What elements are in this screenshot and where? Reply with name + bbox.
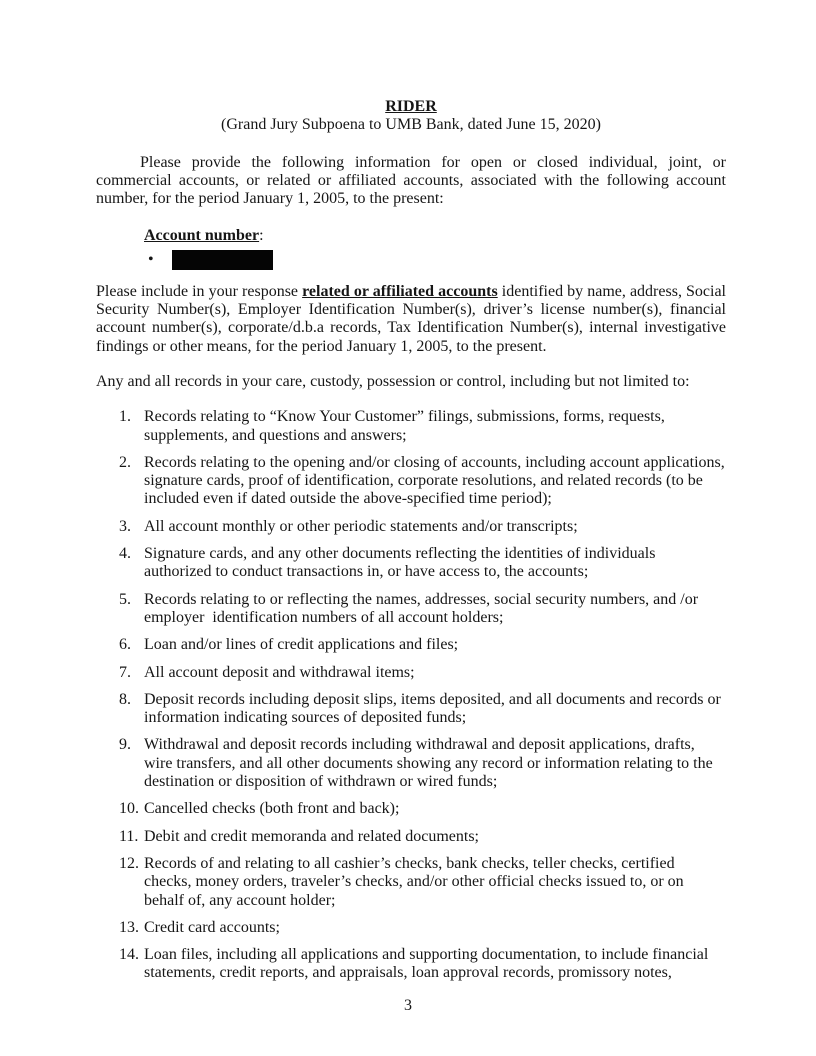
list-item-number: 6. <box>119 636 131 654</box>
list-item-number: 14. <box>119 946 139 964</box>
list-item <box>96 800 726 818</box>
list-item-text: All account monthly or other periodic statements and/or transcripts; <box>144 517 578 535</box>
account-number-label <box>144 227 726 245</box>
list-item-text: Credit card accounts; <box>144 918 280 936</box>
related-accounts-emphasis: related or affiliated accounts <box>302 282 498 300</box>
list-item-number: 5. <box>119 590 131 608</box>
list-item-text: Loan files, including all applications and supporting documentation, to include financial statements, credit reports, and appraisals, loan approval records, promissory notes, <box>144 946 713 982</box>
list-item <box>96 545 726 582</box>
list-item-text: Deposit records including deposit slips, items deposited, and all documents and records or information indicating sources of deposited funds; <box>144 690 725 727</box>
document-title-text: RIDER <box>385 98 437 115</box>
list-item-number: 7. <box>119 663 131 681</box>
list-item-text: Cancelled checks (both front and back); <box>144 800 400 818</box>
list-item-number: 12. <box>119 854 139 872</box>
list-item-number: 8. <box>119 690 131 708</box>
list-item-number: 4. <box>119 545 131 563</box>
intro-paragraph: Please provide the following information for open or closed individual, joint, or commercial accounts, or related or affiliated accounts, associated with the following account number, for the period January 1, 2005, to the present: <box>96 153 726 208</box>
list-item <box>96 518 726 536</box>
account-number-item <box>148 250 726 270</box>
list-item-text: Signature cards, and any other documents reflecting the identities of individuals authorized to conduct transactions in, or have access to, the accounts; <box>144 545 660 581</box>
related-accounts-text-post: identified by name, address, Social Security Number(s), Employer Identification Number(s), driver’s license number(s), financial account number(s), corporate/d.b.a records, Tax Identification Number(s), internal investigative findings or other means, for the period January 1, 2005, to the present. <box>96 282 727 355</box>
list-item-text: Debit and credit memoranda and related documents; <box>144 827 479 845</box>
document-title <box>96 98 726 116</box>
list-item-number: 2. <box>119 453 131 471</box>
list-item-text: Records of and relating to all cashier’s checks, bank checks, teller checks, certified checks, money orders, traveler’s checks, and/or other official checks issued to, or on behalf of, any account holder; <box>144 854 688 909</box>
list-item-number: 10. <box>119 800 139 818</box>
page-number: 3 <box>404 997 412 1014</box>
list-item <box>96 919 726 937</box>
related-accounts-paragraph <box>96 283 726 356</box>
list-item <box>96 636 726 654</box>
list-item <box>96 664 726 682</box>
list-item <box>96 946 726 983</box>
list-item-text: Records relating to “Know Your Customer” filings, submissions, forms, requests, supplements, and questions and answers; <box>144 408 669 444</box>
related-accounts-text-pre: Please include in your response <box>96 282 303 300</box>
list-item-text: Records relating to or reflecting the names, addresses, social security numbers, and /or employer identification numbers of all account holders; <box>144 590 703 626</box>
list-item <box>96 828 726 846</box>
list-item <box>96 591 726 628</box>
list-item-number: 11. <box>119 827 139 845</box>
list-item-text: Loan and/or lines of credit applications and files; <box>144 636 459 654</box>
list-item <box>96 855 726 910</box>
list-item-number: 3. <box>119 517 131 535</box>
list-item <box>96 736 726 791</box>
list-item-number: 13. <box>119 918 139 936</box>
list-item-number: 9. <box>119 736 131 754</box>
records-scope-paragraph: Any and all records in your care, custody, possession or control, including but not limited to: <box>96 372 690 390</box>
account-number-label-text: Account number <box>144 227 260 245</box>
list-item-text: Records relating to the opening and/or closing of accounts, including account applications, signature cards, proof of identification, corporate resolutions, and related records (to be included even if dated outside the above-specified time period); <box>144 453 729 508</box>
list-item-text: Withdrawal and deposit records including withdrawal and deposit applications, drafts, wire transfers, and all other documents showing any record or information relating to the destination or disposition of withdrawn or wired funds; <box>144 736 717 791</box>
list-item-number: 1. <box>119 408 131 426</box>
document-subtitle: (Grand Jury Subpoena to UMB Bank, dated June 15, 2020) <box>221 116 601 134</box>
list-item-text: All account deposit and withdrawal items; <box>144 663 415 681</box>
account-number-label-colon: : <box>259 227 264 245</box>
list-item <box>96 691 726 728</box>
list-item <box>96 453 729 509</box>
records-list <box>96 408 729 982</box>
list-item <box>96 408 726 445</box>
redacted-account-number <box>172 250 273 270</box>
bullet-icon: • <box>148 250 154 268</box>
